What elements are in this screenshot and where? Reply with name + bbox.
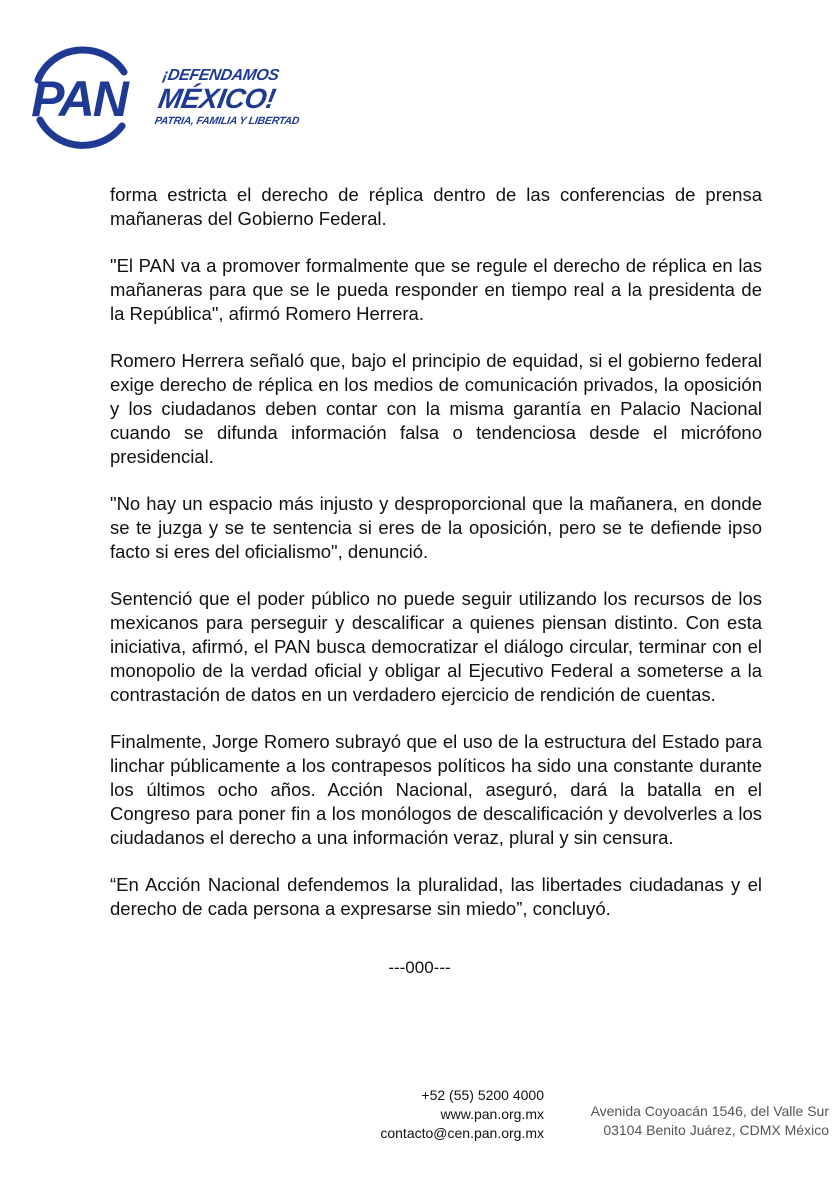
- paragraph: "No hay un espacio más injusto y desproporcional que la mañanera, en donde se te juzga y se te sentencia si eres de la oposición, pero se te defiende ipso facto si eres del oficialismo", denunció.: [110, 493, 762, 562]
- footer-address: [560, 1102, 829, 1140]
- footer-email: contacto@cen.pan.org.mx: [380, 1125, 544, 1141]
- letterhead: [16, 44, 316, 154]
- pan-logo-text: PAN: [31, 71, 127, 127]
- closing-mark: ---000---: [388, 958, 451, 977]
- footer-contact: [330, 1086, 544, 1143]
- slogan-line-3: PATRIA, FAMILIA Y LIBERTAD: [153, 115, 301, 127]
- footer-address-line-2: 03104 Benito Juárez, CDMX México: [603, 1122, 829, 1138]
- paragraph: Romero Herrera señaló que, bajo el principio de equidad, si el gobierno federal exige derecho de réplica en los medios de comunicación privados, la oposición y los ciudadanos deben contar con la misma garantía en Palacio Nacional cuando se difunda información falsa o tendenciosa desde el micrófono presidencial.: [110, 350, 762, 467]
- slogan-line-1: ¡DEFENDAMOS: [161, 67, 281, 84]
- paragraph: "El PAN va a promover formalmente que se regule el derecho de réplica en las mañaneras para que se le pueda responder en tiempo real a la presidenta de la República", afirmó Romero Herrera.: [110, 255, 762, 324]
- slogan: [154, 68, 314, 127]
- footer-address-line-1: Avenida Coyoacán 1546, del Valle Sur: [590, 1103, 829, 1119]
- footer-website: www.pan.org.mx: [440, 1106, 544, 1122]
- slogan-line-2: MÉXICO!: [156, 83, 278, 114]
- paragraph: “En Acción Nacional defendemos la pluralidad, las libertades ciudadanas y el derecho de cada persona a expresarse sin miedo”, concluyó.: [110, 874, 762, 919]
- paragraph: Finalmente, Jorge Romero subrayó que el uso de la estructura del Estado para linchar públicamente a los contrapesos políticos ha sido una constante durante los últimos ocho años. Acción Nacional, aseguró, dará la batalla en el Congreso para poner fin a los monólogos de descalificación y devolverles a los ciudadanos el derecho a una información veraz, plural y sin censura.: [110, 731, 762, 848]
- paragraph: forma estricta el derecho de réplica dentro de las conferencias de prensa mañaneras del Gobierno Federal.: [110, 184, 762, 229]
- pan-logo: [16, 44, 142, 152]
- press-release-body: [110, 183, 762, 944]
- footer-phone: +52 (55) 5200 4000: [421, 1087, 544, 1103]
- paragraph: Sentenció que el poder público no puede seguir utilizando los recursos de los mexicanos para perseguir y descalificar a quienes piensan distinto. Con esta iniciativa, afirmó, el PAN busca democratizar el diálogo circular, terminar con el monopolio de la verdad oficial y obligar al Ejecutivo Federal a someterse a la contrastación de datos en un verdadero ejercicio de rendición de cuentas.: [110, 588, 762, 705]
